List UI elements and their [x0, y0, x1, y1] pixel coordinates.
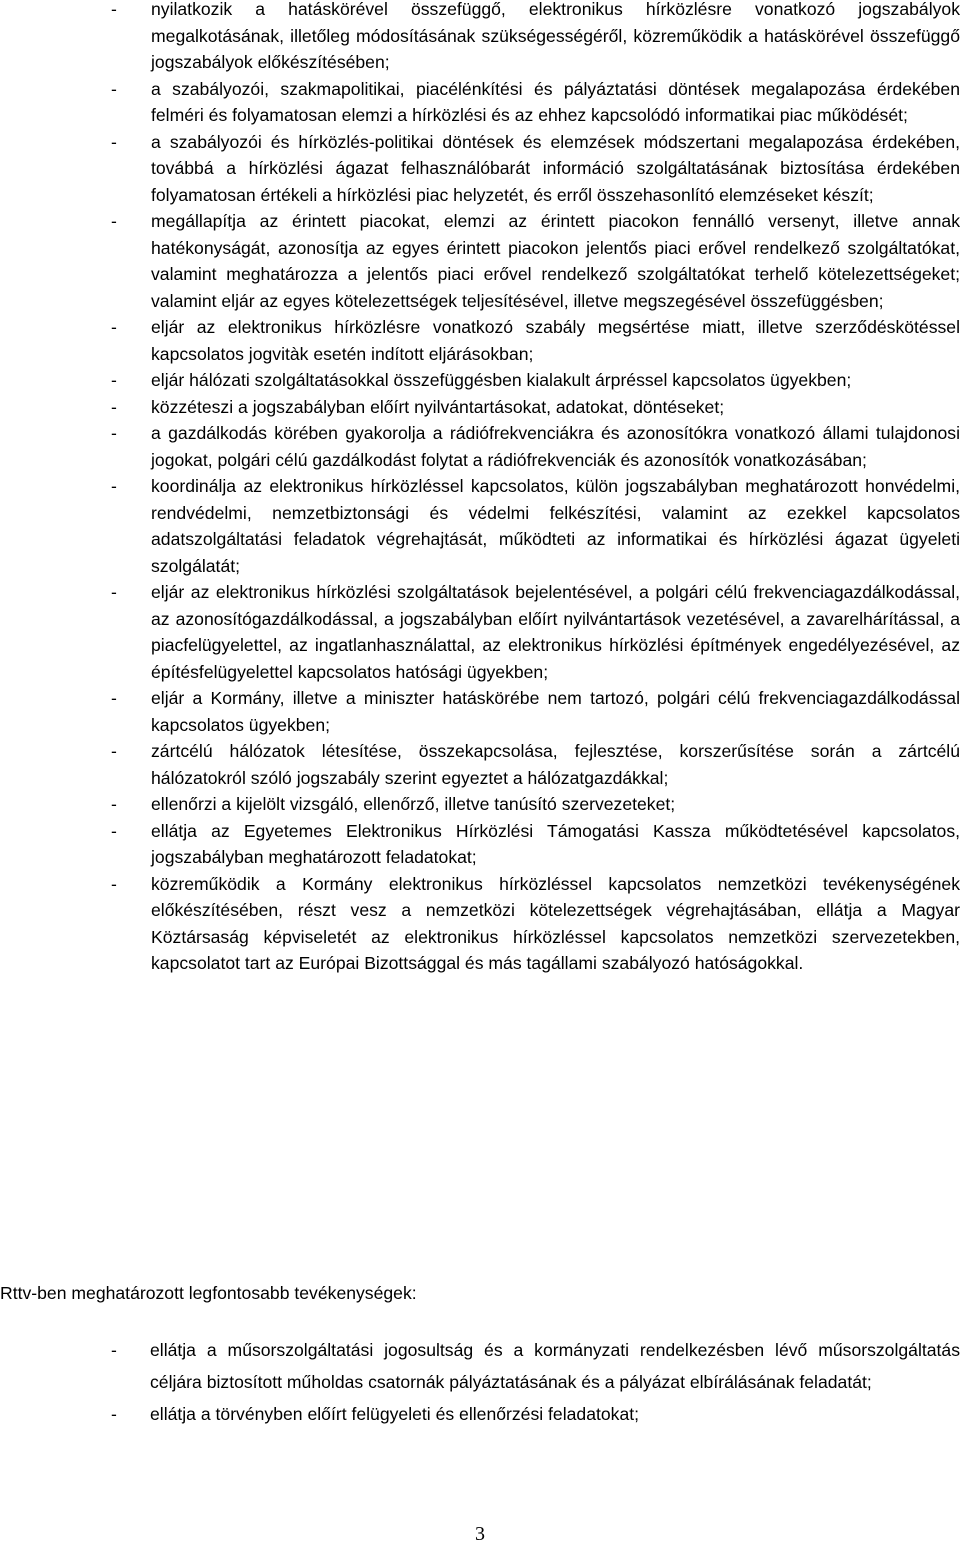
list-item-text: koordinálja az elektronikus hírközléssel kapcsolatos, külön jogszabályban meghatározott honvédelmi, rendvédelmi, nemzetbiztonsági és védelmi felkészítési, valamint az ezekkel kapcsolatos adatszolgáltatási feladatok végrehajtását, működteti az informatikai és hírközlési ágazat ügyeleti szolgálatát; [151, 476, 960, 576]
list-item-text: zártcélú hálózatok létesítése, összekapcsolása, fejlesztése, korszerűsítése során a zártcélú hálózatokról szóló jogszabály szerint egyeztet a hálózatgazdákkal; [151, 741, 960, 788]
list-bullet: - [111, 370, 117, 390]
list-item [0, 208, 960, 314]
list-item-text: ellátja az Egyetemes Elektronikus Hírközlési Támogatási Kassza működtetésével kapcsolatos, jogszabályban meghatározott feladatokat; [151, 820, 960, 867]
list-item [0, 1334, 960, 1398]
list-item-text: nyilatkozik a hatáskörével összefüggő, elektronikus hírközlésre vonatkozó jogszabályok megalkotásának, illetőleg módosításának szükségességéről, közreműködik a hatáskörével összefüggő jogszabályok előkészítésében; [151, 0, 960, 72]
list-bullet: - [111, 211, 117, 231]
list-bullet: - [111, 794, 117, 814]
list-bullet: - [111, 476, 117, 496]
list-bullet: - [111, 1340, 117, 1360]
list-item-text: közreműködik a Kormány elektronikus hírközléssel kapcsolatos nemzetközi tevékenységének előkészítésében, részt vesz a nemzetközi kötelezettségek végrehajtásában, ellátja a Magyar Köztársaság képviseletét az elektronikus hírközléssel kapcsolatos nemzetközi szervezetekben, kapcsolatot tart az Európai Bizottsággal és más tagállami szabályozó hatóságokkal. [151, 873, 960, 973]
page-number: 3 [475, 1523, 485, 1545]
list-item-text: ellátja a törvényben előírt felügyeleti és ellenőrzési feladatokat; [150, 1404, 640, 1424]
list-bullet: - [111, 131, 117, 152]
list-bullet: - [111, 820, 117, 841]
list-item [0, 818, 960, 871]
list-bullet: - [111, 0, 117, 19]
list-item [0, 685, 960, 738]
list-bullet: - [111, 688, 117, 708]
list-bullet: - [111, 396, 117, 417]
list-item [0, 473, 960, 579]
list-item [0, 314, 960, 367]
list-item [0, 1398, 960, 1430]
list-bullet: - [111, 582, 117, 602]
list-item-text: ellenőrzi a kijelölt vizsgáló, ellenőrző, illetve tanúsító szervezeteket; [151, 794, 676, 814]
list-item [0, 367, 960, 394]
list-item-text: a szabályozói, szakmapolitikai, piacélénkítési és pályáztatási döntések megalapozása érdekében felméri és folyamatosan elemzi a hírközlési és az ehhez kapcsolódó informatikai piac működését; [151, 78, 960, 125]
list-item-text: megállapítja az érintett piacokat, elemzi az érintett piacokon fennálló versenyt, illetve annak hatékonyságát, azonosítja az egyes érintett piacokon jelentős piaci erővel rendelkező szolgáltatókat, valamint meghatározza a jelentős piaci erővel rendelkező szolgáltatókat terhelő kötelezettségeket; valamint eljár az egyes kötelezettségek teljesítésével, illetve megszegésével összefüggésben; [151, 211, 960, 311]
list-item [0, 738, 960, 791]
list-item [0, 0, 960, 76]
list-bullet: - [111, 78, 117, 99]
section-heading: Rttv-ben meghatározott legfontosabb tevékenységek: [0, 1283, 417, 1303]
list-bullet: - [111, 317, 117, 337]
list-bullet: - [111, 741, 117, 761]
list-item-text: eljár az elektronikus hírközlésre vonatkozó szabály megsértése miatt, illetve szerződéskötéssel kapcsolatos jogvitàk esetén indított eljárásokban; [151, 317, 960, 364]
list-item-text: eljár az elektronikus hírközlési szolgáltatások bejelentésével, a polgári célú frekvenciagazdálkodással, az azonosítógazdálkodással, a jogszabályban előírt nyilvántartások vezetésével, a zavarelhárítással, a piacfelügyelettel, az ingatlanhasználattal, az elektronikus hírközlési építmények engedélyezésével, az építésfelügyelettel kapcsolatos hatósági ügyekben; [151, 582, 960, 682]
list-item [0, 791, 960, 818]
list-item-text: a szabályozói és hírközlés-politikai döntések és elemzések módszertani megalapozása érdekében, továbbá a hírközlési ágazat felhasználóbarát információ szolgáltatásának biztosítása érdekében folyamatosan értékeli a hírközlési piac helyzetét, és erről összehasonlító elemzéseket készít; [151, 131, 960, 205]
list-item-text: közzéteszi a jogszabályban előírt nyilvántartásokat, adatokat, döntéseket; [151, 396, 725, 417]
list-item-text: a gazdálkodás körében gyakorolja a rádiófrekvenciákra és azonosítókra vonatkozó állami tulajdonosi jogokat, polgári célú gazdálkodást folytat a rádiófrekvenciák és azonosítók vonatkozásában; [151, 423, 960, 470]
list-item [0, 871, 960, 977]
list-bullet: - [111, 1404, 117, 1424]
list-item-text: ellátja a műsorszolgáltatási jogosultság és a kormányzati rendelkezésben lévő műsorszolgáltatás céljára biztosított műholdas csatornák pályáztatásának és a pályázat elbírálásának feladatát; [150, 1340, 960, 1392]
list-item-text: eljár hálózati szolgáltatásokkal összefüggésben kialakult árpréssel kapcsolatos ügyekben; [151, 370, 852, 390]
list-item [0, 579, 960, 685]
list-item-text: eljár a Kormány, illetve a miniszter hatáskörébe nem tartozó, polgári célú frekvenciagazdálkodással kapcsolatos ügyekben; [151, 688, 960, 735]
list-bullet: - [111, 423, 117, 443]
list-item [0, 394, 960, 421]
rttv-activities-list [0, 1334, 960, 1430]
list-item [0, 129, 960, 209]
list-item [0, 76, 960, 129]
list-item [0, 420, 960, 473]
list-bullet: - [111, 873, 117, 894]
